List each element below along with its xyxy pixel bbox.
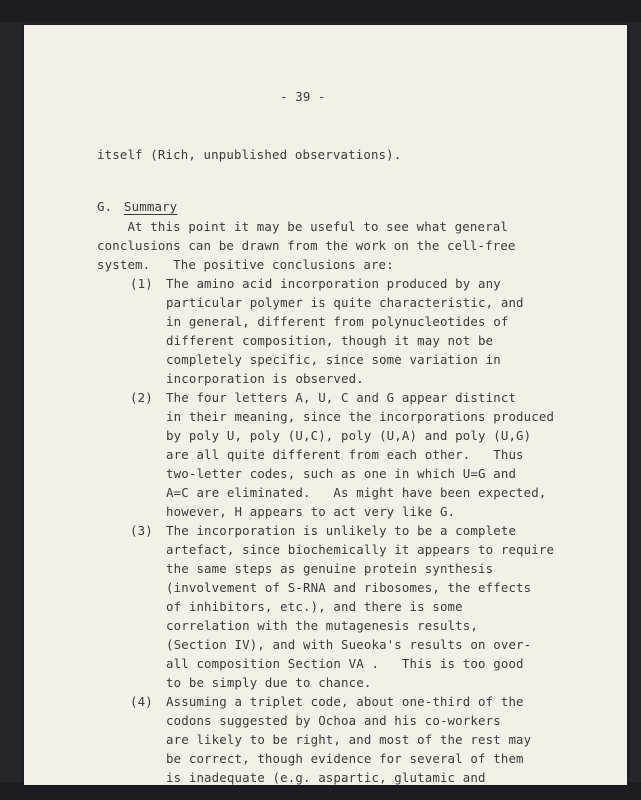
item-line: codons suggested by Ochoa and his co-workers [166,713,501,728]
item-line: different composition, though it may not be [166,333,494,348]
item-line: Assuming a triplet code, about one-third of the [166,694,524,709]
item-line: (Section IV), and with Sueoka's results on over- [166,637,532,652]
item-line: are all quite different from each other. Thus [166,447,524,462]
intro-line: conclusions can be drawn from the work on the cell-free [97,238,516,253]
item-line: particular polymer is quite characteristic, and [166,295,524,310]
item-line: of inhibitors, etc.), and there is some [166,599,463,614]
item-line: in their meaning, since the incorporations produced [166,409,555,424]
item-line: The four letters A, U, C and G appear distinct [166,390,517,405]
item-line: is inadequate (e.g. aspartic, glutamic and [166,770,486,785]
item-number: (2) [130,390,153,405]
item-number: (1) [130,276,153,291]
item-line: to be simply due to chance. [166,675,372,690]
item-line: by poly U, poly (U,C), poly (U,A) and poly (U,G) [166,428,532,443]
item-line: incorporation is observed. [166,371,364,386]
item-line: completely specific, since some variation in [166,352,501,367]
section-letter: G. [97,199,113,214]
item-number: (4) [130,694,153,709]
item-line: two-letter codes, such as one in which U=G and [166,466,517,481]
item-line: (involvement of S-RNA and ribosomes, the effects [166,580,532,595]
item-number: (3) [130,523,153,538]
intro-line: system. The positive conclusions are: [97,257,394,272]
item-line: correlation with the mutagenesis results, [166,618,479,633]
item-line: artefact, since biochemically it appears to require [166,542,555,557]
item-line: are likely to be right, and most of the rest may [166,732,532,747]
item-line: be correct, though evidence for several of them [166,751,524,766]
item-line: all composition Section VA . This is too good [166,656,524,671]
item-line: The amino acid incorporation produced by any [166,276,501,291]
page-number: - 39 - [280,89,326,104]
item-line: The incorporation is unlikely to be a complete [166,523,517,538]
item-line: A=C are eliminated. As might have been expected, [166,485,547,500]
item-line: however, H appears to act very like G. [166,504,456,519]
intro-line: At this point it may be useful to see what general [97,219,508,234]
item-line: in general, different from polynucleotides of [166,314,509,329]
carryover-line: itself (Rich, unpublished observations). [97,147,402,162]
document-page [24,25,627,785]
item-line: the same steps as genuine protein synthesis [166,561,494,576]
scanner-frame-top [0,0,641,22]
section-title: Summary [124,199,178,214]
